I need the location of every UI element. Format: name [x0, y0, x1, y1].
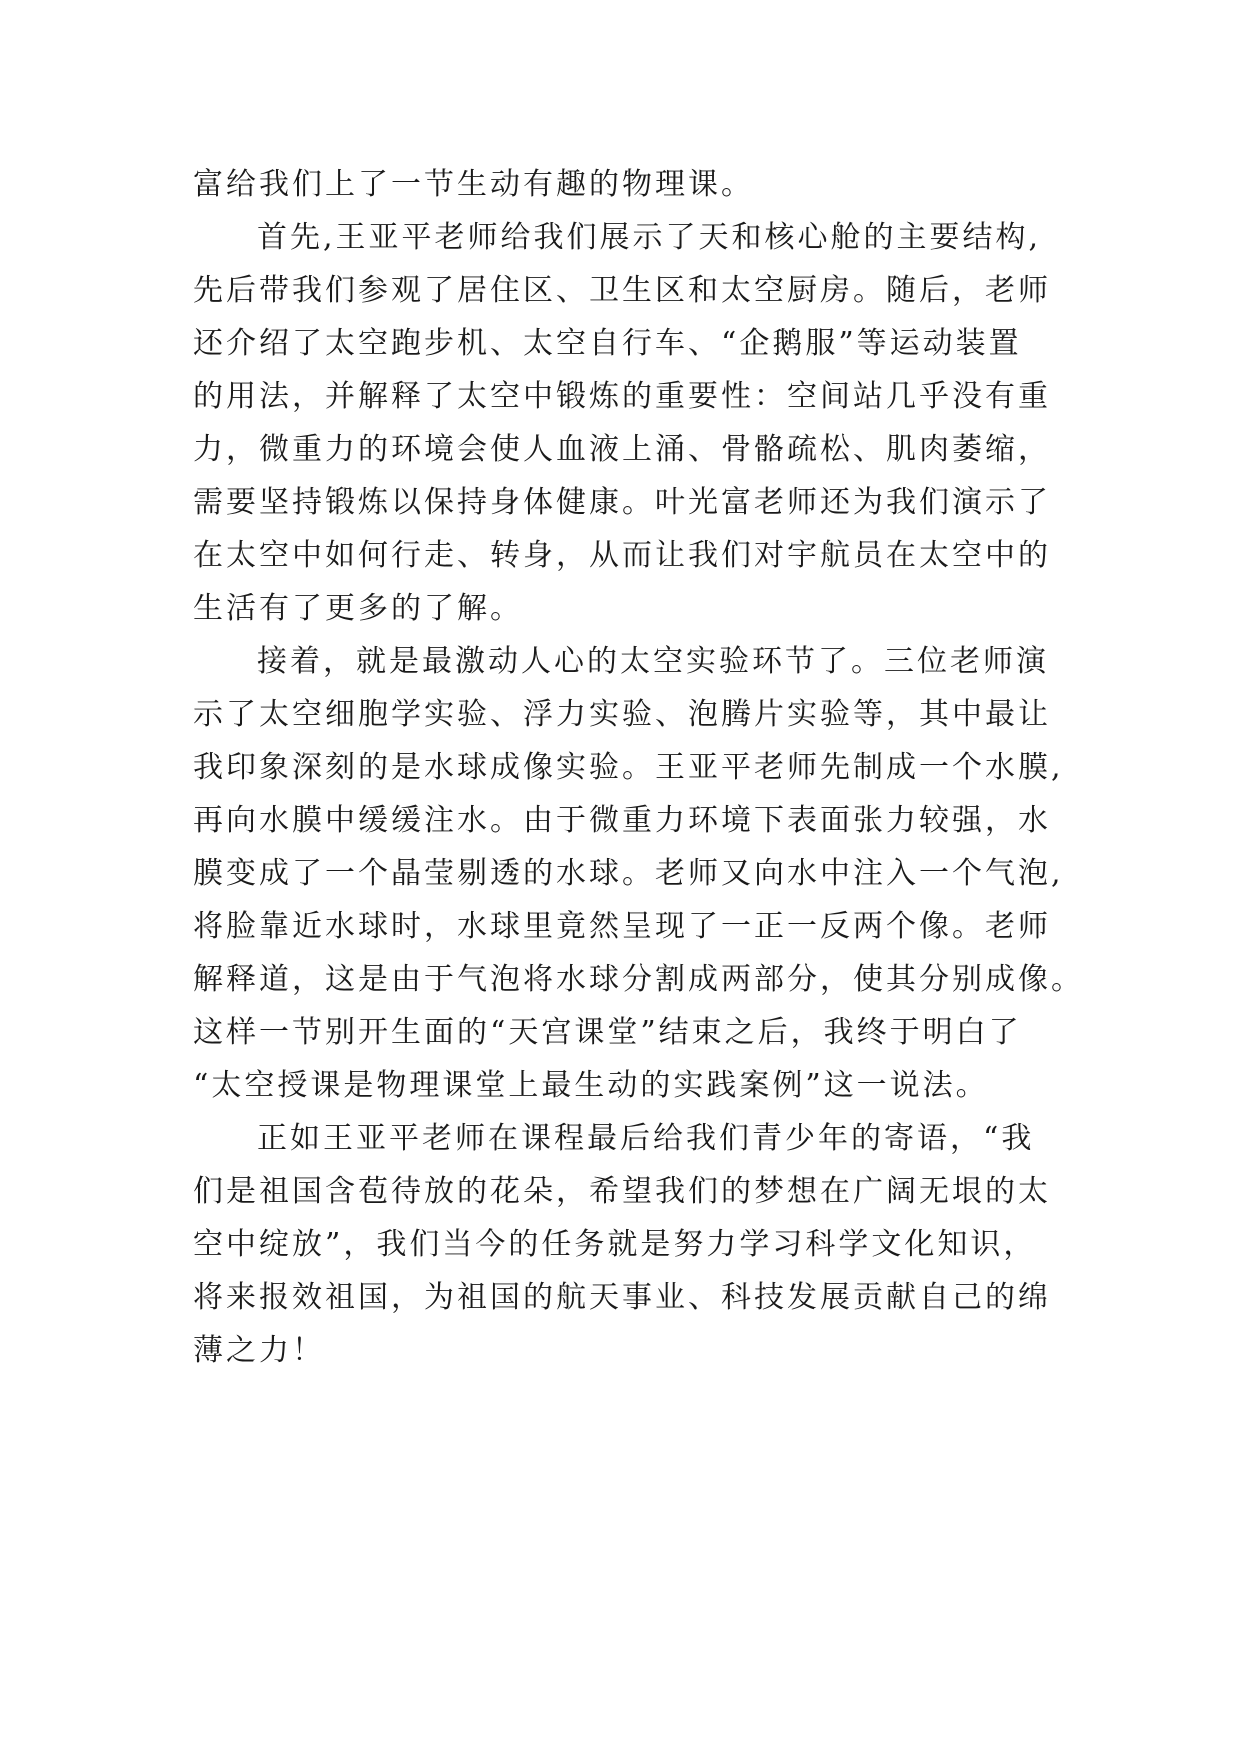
paragraph-4 [193, 1112, 1083, 1377]
text-line: 还介绍了太空跑步机、太空自行车、“企鹅服”等运动装置 [193, 326, 1022, 361]
paragraph-3 [193, 635, 1083, 1112]
text-line: 薄之力！ [193, 1333, 325, 1368]
text-line: 示了太空细胞学实验、浮力实验、泡腾片实验等，其中最让 [193, 697, 1051, 732]
text-line: 力，微重力的环境会使人血液上涌、骨骼疏松、肌肉萎缩， [193, 432, 1051, 467]
text-line: 再向水膜中缓缓注水。由于微重力环境下表面张力较强，水 [193, 803, 1051, 838]
text-line: 首先,王亚平老师给我们展示了天和核心舱的主要结构, [257, 220, 1042, 255]
text-line: 富给我们上了一节生动有趣的物理课。 [193, 167, 754, 202]
paragraph-1 [193, 158, 1083, 211]
text-line: 膜变成了一个晶莹剔透的水球。老师又向水中注入一个气泡, [193, 856, 1064, 891]
text-line: 生活有了更多的了解。 [193, 591, 523, 626]
text-line: “太空授课是物理课堂上最生动的实践案例”这一说法。 [193, 1068, 989, 1103]
text-line: 需要坚持锻炼以保持身体健康。叶光富老师还为我们演示了 [193, 485, 1051, 520]
text-line: 的用法，并解释了太空中锻炼的重要性：空间站几乎没有重 [193, 379, 1051, 414]
paragraph-2 [193, 211, 1083, 635]
text-line: 们是祖国含苞待放的花朵，希望我们的梦想在广阔无垠的太 [193, 1174, 1051, 1209]
text-line: 空中绽放”，我们当今的任务就是努力学习科学文化知识， [193, 1227, 1037, 1262]
text-line: 先后带我们参观了居住区、卫生区和太空厨房。随后，老师 [193, 273, 1051, 308]
document-body [193, 158, 1083, 1377]
text-line: 接着，就是最激动人心的太空实验环节了。三位老师演 [257, 644, 1049, 679]
text-line: 解释道，这是由于气泡将水球分割成两部分，使其分别成像。 [193, 962, 1084, 997]
text-line: 这样一节别开生面的“天宫课堂”结束之后，我终于明白了 [193, 1015, 1022, 1050]
text-line: 将来报效祖国，为祖国的航天事业、科技发展贡献自己的绵 [193, 1280, 1051, 1315]
text-line: 我印象深刻的是水球成像实验。王亚平老师先制成一个水膜, [193, 750, 1064, 785]
text-line: 正如王亚平老师在课程最后给我们青少年的寄语，“我 [257, 1121, 1035, 1156]
text-line: 在太空中如何行走、转身，从而让我们对宇航员在太空中的 [193, 538, 1051, 573]
text-line: 将脸靠近水球时，水球里竟然呈现了一正一反两个像。老师 [193, 909, 1051, 944]
